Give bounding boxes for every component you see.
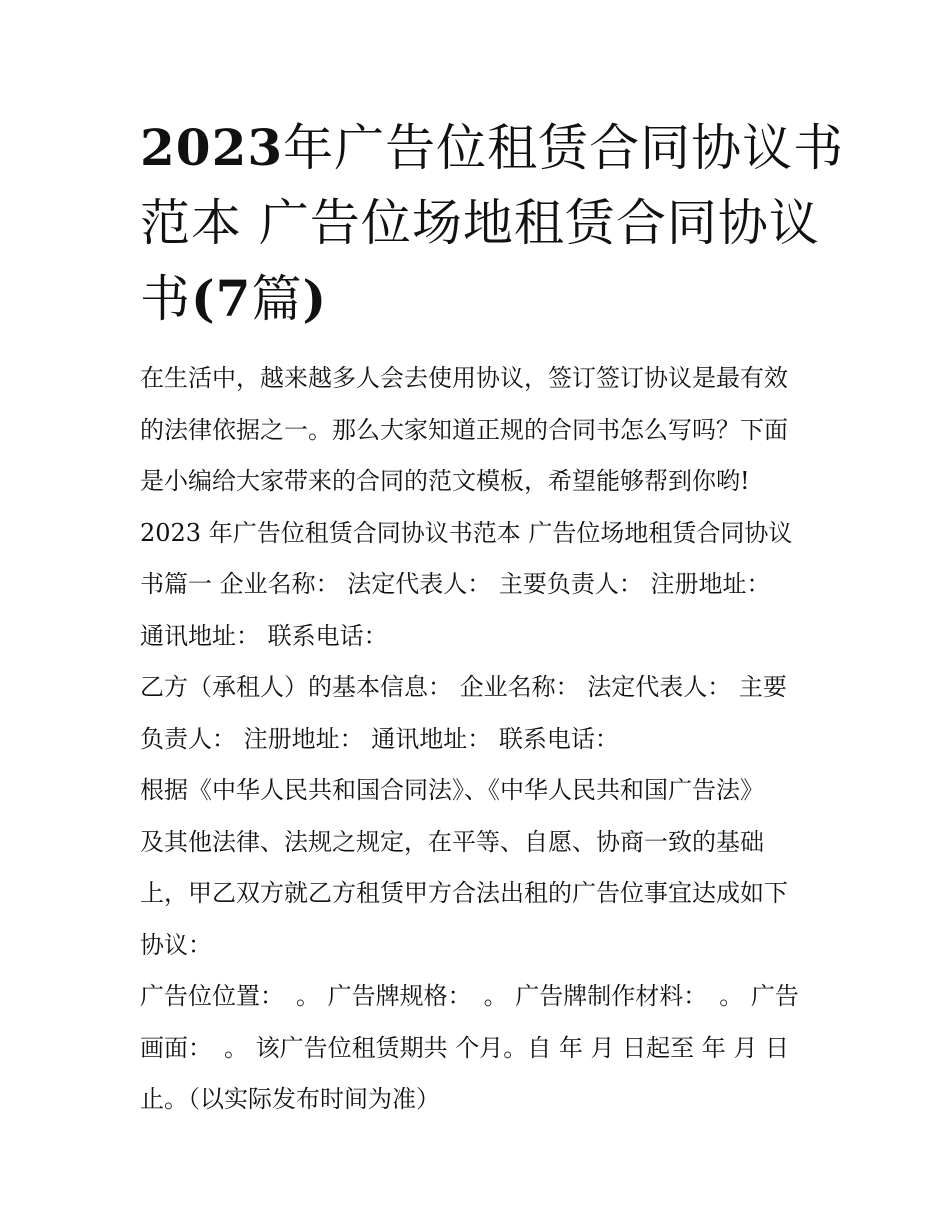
body-line: 根据《中华人民共和国合同法》、《中华人民共和国广告法》 xyxy=(140,776,764,804)
body-line: 负责人： 注册地址： 通讯地址： 联系电话： xyxy=(140,724,619,753)
title-line-3-mid: 篇 xyxy=(251,270,303,328)
body-line: 止。（以实际发布时间为准） xyxy=(140,1085,440,1113)
body-line: 协议： xyxy=(140,930,212,959)
body-line: 在生活中，越来越多人会去使用协议，签订签订协议是最有效 xyxy=(140,364,788,392)
body-line: 是小编给大家带来的合同的范文模板，希望能够帮到你哟! xyxy=(140,467,750,495)
body-line: 的法律依据之一。那么大家知道正规的合同书怎么写吗？下面 xyxy=(140,415,788,444)
title-line-3-count: (7 xyxy=(191,269,252,328)
title-line-3-end: ) xyxy=(302,269,328,328)
body-line: 及其他法律、法规之规定，在平等、自愿、协商一致的基础 xyxy=(140,827,764,856)
body-line: 2023 年广告位租赁合同协议书范本 广告位场地租赁合同协议 xyxy=(140,518,793,547)
title-line-2: 范本 广告位场地租赁合同协议 xyxy=(140,194,820,252)
title-line-3-prefix: 书 xyxy=(140,270,191,328)
body-line: 画面： 。 该广告位租赁期共 个月。自 年 月 日起至 年 月 日 xyxy=(140,1033,790,1062)
title-line-3 xyxy=(140,261,820,337)
body-line: 上，甲乙双方就乙方租赁甲方合法出租的广告位事宜达成如下 xyxy=(140,879,788,907)
body-line: 书篇一 企业名称： 法定代表人： 主要负责人： 注册地址： xyxy=(140,570,771,598)
body-line: 广告位位置： 。 广告牌规格： 。 广告牌制作材料： 。 广告 xyxy=(140,982,799,1010)
document-title xyxy=(140,110,845,337)
body-line: 通讯地址： 联系电话： xyxy=(140,621,388,650)
title-line-1-text: 年广告位租赁合同协议书 xyxy=(283,119,845,177)
body-line: 乙方（承租人）的基本信息： 企业名称： 法定代表人： 主要 xyxy=(140,673,787,701)
document-body xyxy=(140,353,820,1126)
title-year: 2023 xyxy=(140,118,284,177)
title-line-1 xyxy=(140,110,845,186)
